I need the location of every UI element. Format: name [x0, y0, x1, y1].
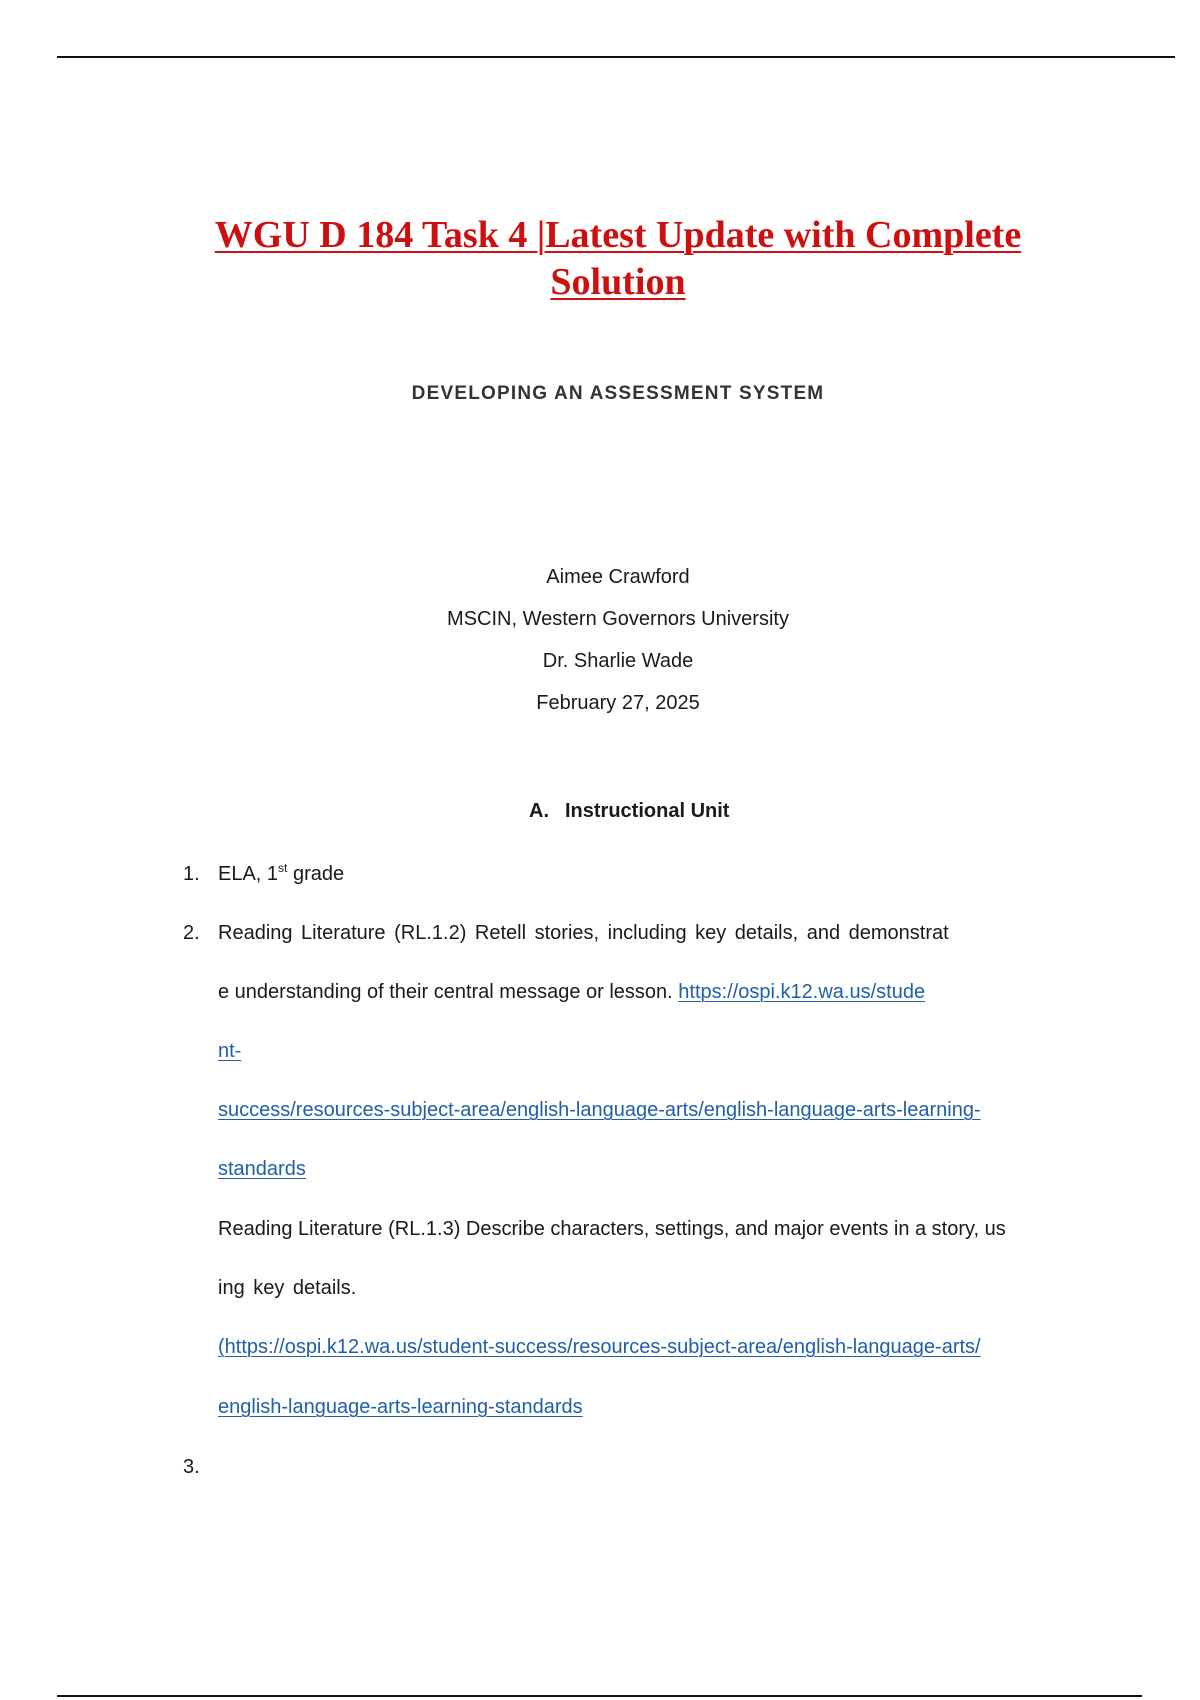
instructor-name: Dr. Sharlie Wade	[542, 650, 694, 672]
document-title	[0, 212, 1200, 306]
document-date: February 27, 2025	[536, 692, 700, 714]
rl12-line-2	[218, 981, 925, 1004]
item1-tail: grade	[287, 863, 345, 885]
title-line-2: Solution	[550, 261, 686, 303]
section-title: Instructional Unit	[565, 800, 730, 822]
list-number-1: 1.	[183, 863, 200, 885]
list-number-3: 3.	[183, 1456, 200, 1478]
rl13-line-1: Reading Literature (RL.1.3) Describe characters, settings, and major events in a story, us	[218, 1218, 1006, 1240]
author-block	[0, 556, 1200, 724]
section-heading	[529, 800, 729, 823]
rl12-line-1: Reading Literature (RL.1.2) Retell stories, including key details, and demonstrat	[218, 922, 949, 944]
section-letter: A.	[529, 800, 549, 822]
rl12-line-2-text: e understanding of their central message or lesson.	[218, 981, 679, 1003]
rl13-line-2: ing key details.	[218, 1277, 357, 1299]
bottom-rule	[57, 1695, 1142, 1697]
title-line-1: WGU D 184 Task 4 |Latest Update with Complete	[214, 214, 1022, 256]
author-name: Aimee Crawford	[546, 566, 690, 588]
item1-text: ELA, 1	[218, 863, 279, 885]
author-program: MSCIN, Western Governors University	[447, 608, 789, 630]
top-rule	[57, 56, 1175, 58]
standards-link-2a[interactable]: (https://ospi.k12.wa.us/student-success/resources-subject-area/english-language-arts/	[218, 1336, 981, 1358]
standards-link-1c[interactable]: success/resources-subject-area/english-language-arts/english-language-arts-learning-	[218, 1099, 981, 1121]
standards-link-2b[interactable]: english-language-arts-learning-standards	[218, 1396, 583, 1418]
list-number-2: 2.	[183, 922, 200, 944]
document-subtitle: DEVELOPING AN ASSESSMENT SYSTEM	[411, 383, 825, 404]
standards-link-1a[interactable]: https://ospi.k12.wa.us/stude	[678, 981, 926, 1003]
item1-superscript: st	[278, 861, 288, 875]
standards-link-1b[interactable]: nt-	[218, 1040, 242, 1062]
standards-link-1d[interactable]: standards	[218, 1158, 306, 1180]
list-item-1	[218, 863, 344, 886]
